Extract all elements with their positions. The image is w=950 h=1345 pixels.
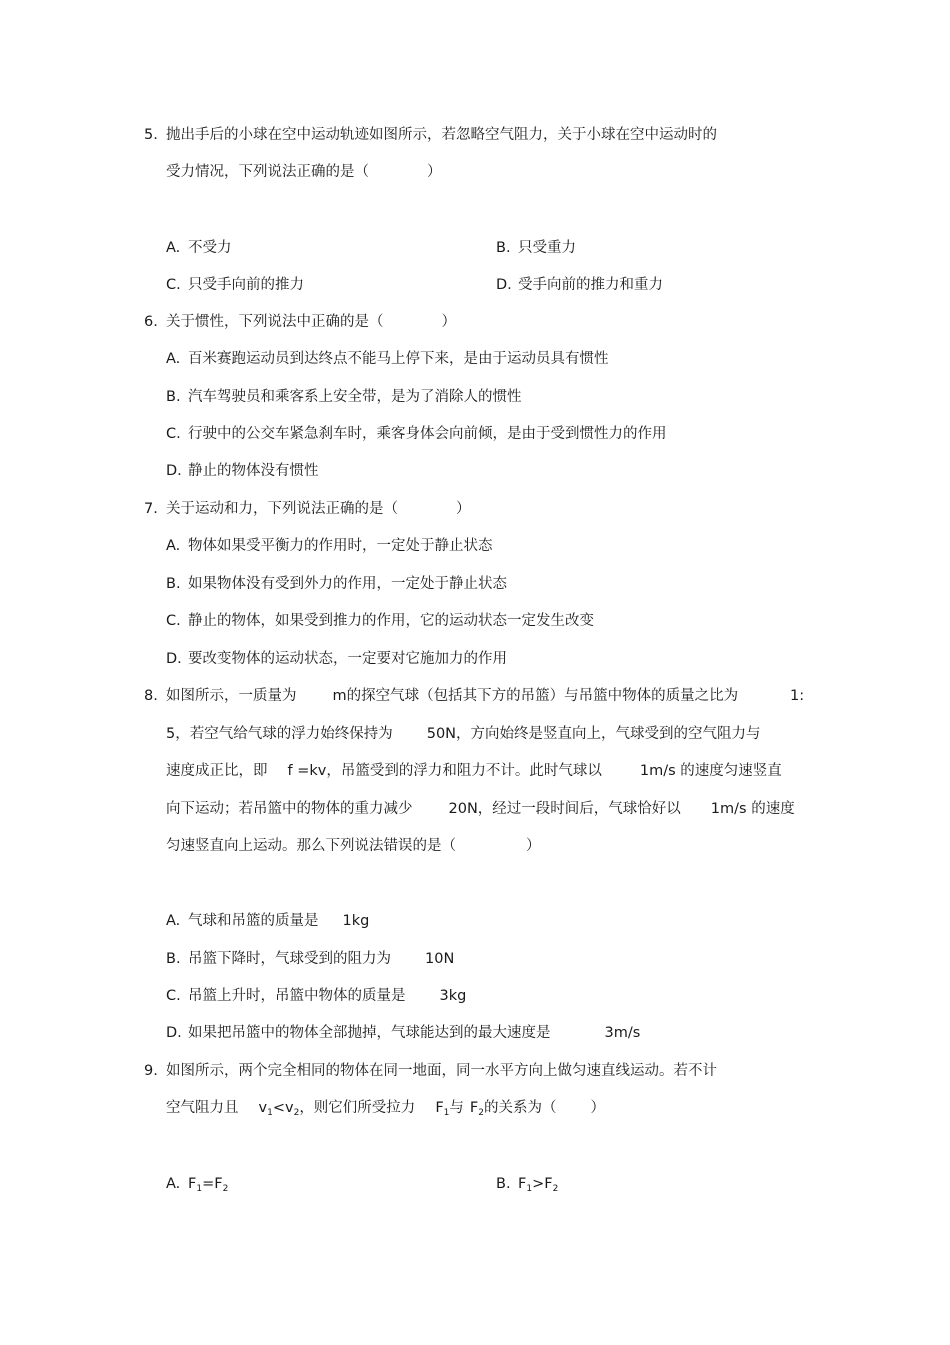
option-a[interactable] — [166, 1174, 228, 1199]
subscript: 2 — [222, 1184, 229, 1194]
question-text: 速度成正比，即 — [166, 763, 268, 779]
option-label: B. — [496, 1176, 511, 1192]
question-text: 如图所示，一质量为 — [166, 688, 297, 704]
option-text: 只受重力 — [518, 240, 576, 256]
question-8-line-3 — [166, 761, 782, 781]
force-symbol: F — [518, 1176, 527, 1192]
question-text: 5，若空气给气球的浮力始终保持为 — [166, 726, 393, 742]
subscript: 2 — [552, 1184, 559, 1194]
question-text: m的探空气球（包括其下方的吊篮）与吊篮中物体的质量之比为 — [332, 688, 739, 704]
option-d[interactable] — [166, 649, 507, 669]
question-text: f =kv，吊篮受到的浮力和阻力不计。此时气球以 — [287, 763, 602, 779]
less-than-sign: < — [272, 1100, 285, 1116]
subscript: 2 — [293, 1108, 300, 1118]
option-label: D. — [166, 651, 182, 667]
option-text: 静止的物体，如果受到推力的作用，它的运动状态一定发生改变 — [188, 613, 594, 629]
subscript: 1 — [443, 1108, 450, 1118]
option-b[interactable] — [496, 1174, 558, 1199]
option-label: B. — [166, 951, 181, 967]
question-text: 的关系为（ — [483, 1100, 557, 1116]
question-text: 1: — [790, 688, 805, 704]
option-label: B. — [166, 389, 181, 405]
option-c[interactable] — [166, 275, 304, 295]
question-text: 如图所示，两个完全相同的物体在同一地面，同一水平方向上做匀速直线运动。若不计 — [166, 1063, 717, 1079]
answer-paren-close: ） — [456, 501, 471, 517]
option-a[interactable] — [166, 349, 609, 369]
velocity-symbol: v — [258, 1100, 268, 1116]
option-value: 10N — [425, 951, 455, 967]
option-text: 如果把吊篮中的物体全部抛掉，气球能达到的最大速度是 — [188, 1025, 551, 1041]
option-text: 百米赛跑运动员到达终点不能马上停下来，是由于运动员具有惯性 — [188, 351, 609, 367]
option-label: A. — [166, 351, 181, 367]
option-b[interactable] — [166, 574, 507, 594]
subscript: 1 — [196, 1184, 203, 1194]
question-text: 与 — [449, 1100, 464, 1116]
question-text: 空气阻力且 — [166, 1100, 239, 1116]
force-symbol: F — [435, 1100, 444, 1116]
question-text: ，则它们所受拉力 — [299, 1100, 416, 1116]
question-text: 抛出手后的小球在空中运动轨迹如图所示，若忽略空气阻力，关于小球在空中运动时的 — [166, 127, 717, 143]
question-8-line-2 — [166, 724, 761, 744]
option-b[interactable] — [166, 949, 454, 969]
force-symbol: F — [214, 1176, 223, 1192]
option-label: D. — [166, 463, 182, 479]
option-c[interactable] — [166, 986, 466, 1006]
question-text: 匀速竖直向上运动。那么下列说法错误的是（ — [166, 838, 456, 854]
answer-paren-close: ） — [427, 164, 442, 180]
question-number: 5. — [144, 127, 158, 143]
option-text: 物体如果受平衡力的作用时，一定处于静止状态 — [188, 538, 493, 554]
answer-paren-close: ） — [441, 314, 456, 330]
option-text: 行驶中的公交车紧急刹车时，乘客身体会向前倾，是由于受到惯性力的作用 — [188, 426, 667, 442]
answer-paren-close: ） — [526, 838, 541, 854]
option-label: D. — [496, 277, 512, 293]
option-label: C. — [166, 426, 181, 442]
option-b[interactable] — [166, 387, 522, 407]
question-5 — [144, 125, 717, 145]
option-text: 静止的物体没有惯性 — [188, 463, 319, 479]
option-a[interactable] — [166, 536, 493, 556]
option-label: B. — [166, 576, 181, 592]
option-text: 不受力 — [188, 240, 232, 256]
option-text: 受手向前的推力和重力 — [518, 277, 663, 293]
subscript: 1 — [526, 1184, 533, 1194]
option-text: 如果物体没有受到外力的作用，一定处于静止状态 — [188, 576, 507, 592]
question-8-line-4 — [166, 799, 795, 819]
question-7 — [144, 499, 471, 519]
question-number: 9. — [144, 1063, 158, 1079]
velocity-symbol: v — [284, 1100, 294, 1116]
option-a[interactable] — [166, 911, 369, 931]
option-text: 吊篮下降时，气球受到的阻力为 — [188, 951, 391, 967]
option-text: 吊篮上升时，吊篮中物体的质量是 — [188, 988, 406, 1004]
question-text: 1m/s 的速度 — [710, 801, 795, 817]
option-label: D. — [166, 1025, 182, 1041]
option-d[interactable] — [496, 275, 663, 295]
option-text: 要改变物体的运动状态，一定要对它施加力的作用 — [188, 651, 507, 667]
option-value: 3kg — [439, 988, 467, 1004]
question-number: 6. — [144, 314, 158, 330]
question-8-ratio — [790, 686, 804, 706]
option-text: 气球和吊篮的质量是 — [188, 913, 319, 929]
option-label: C. — [166, 277, 181, 293]
option-b[interactable] — [496, 238, 576, 258]
question-9 — [144, 1061, 717, 1081]
option-label: C. — [166, 613, 181, 629]
question-6 — [144, 312, 456, 332]
equals-sign: = — [202, 1176, 215, 1192]
force-symbol: F — [469, 1100, 479, 1116]
question-text: 关于惯性，下列说法中正确的是（ — [166, 314, 384, 330]
subscript: 2 — [478, 1108, 484, 1118]
subscript: 1 — [267, 1108, 273, 1118]
question-text: 关于运动和力，下列说法正确的是（ — [166, 501, 398, 517]
question-8-line-5 — [166, 836, 541, 856]
option-value: 3m/s — [604, 1025, 641, 1041]
question-number: 8. — [144, 688, 158, 704]
question-text: 50N，方向始终是竖直向上，气球受到的空气阻力与 — [426, 726, 761, 742]
option-d[interactable] — [166, 461, 319, 481]
question-number: 7. — [144, 501, 158, 517]
answer-paren-close: ） — [590, 1100, 605, 1116]
option-c[interactable] — [166, 424, 667, 444]
option-a[interactable] — [166, 238, 232, 258]
option-label: A. — [166, 1176, 181, 1192]
option-value: 1kg — [342, 913, 370, 929]
question-text: 受力情况，下列说法正确的是（ — [166, 164, 369, 180]
option-c[interactable] — [166, 611, 594, 631]
question-9-line-2 — [166, 1098, 605, 1123]
question-text: 向下运动；若吊篮中的物体的重力减少 — [166, 801, 413, 817]
question-text: 20N，经过一段时间后，气球恰好以 — [448, 801, 681, 817]
option-d[interactable] — [166, 1023, 640, 1043]
option-label: A. — [166, 913, 181, 929]
force-symbol: F — [188, 1176, 197, 1192]
option-label: A. — [166, 538, 181, 554]
force-symbol: F — [544, 1176, 553, 1192]
question-text: 1m/s 的速度匀速竖直 — [639, 763, 782, 779]
option-label: A. — [166, 240, 181, 256]
question-8 — [144, 686, 738, 706]
option-label: B. — [496, 240, 511, 256]
question-5-line-2 — [166, 162, 442, 182]
option-text: 汽车驾驶员和乘客系上安全带，是为了消除人的惯性 — [188, 389, 522, 405]
greater-than-sign: > — [532, 1176, 545, 1192]
option-text: 只受手向前的推力 — [188, 277, 304, 293]
option-label: C. — [166, 988, 181, 1004]
